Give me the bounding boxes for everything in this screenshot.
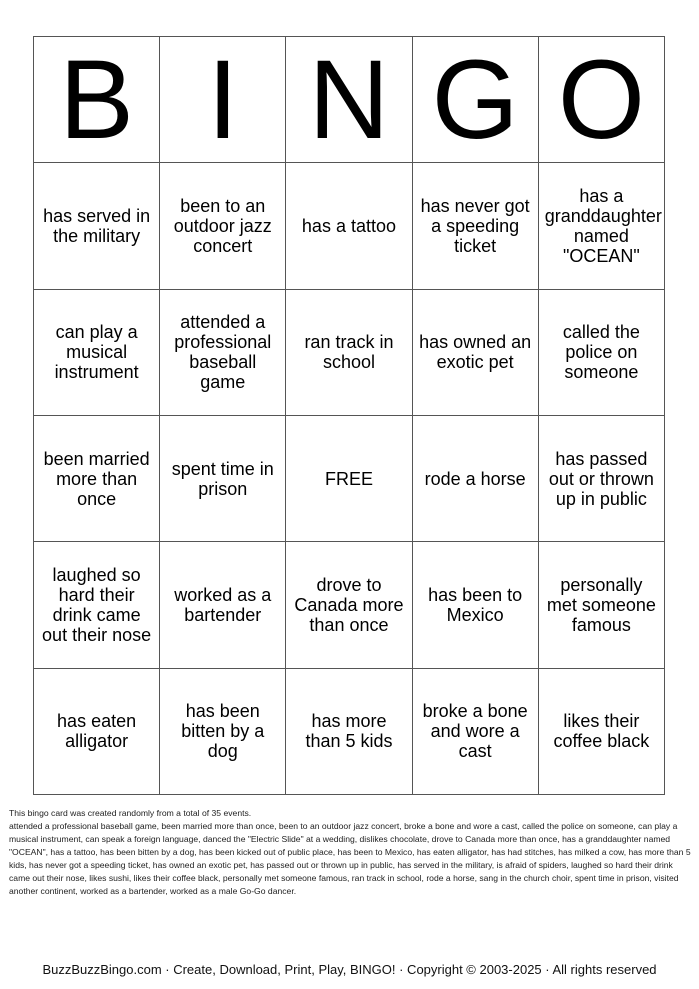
bingo-cell: has been bitten by a dog xyxy=(160,668,286,794)
header-letter-g: G xyxy=(412,37,538,163)
bingo-cell: has been to Mexico xyxy=(412,542,538,668)
bingo-cell: has passed out or thrown up in public xyxy=(538,415,664,541)
header-letter-i: I xyxy=(160,37,286,163)
bingo-cell: has owned an exotic pet xyxy=(412,289,538,415)
bingo-cell: spent time in prison xyxy=(160,415,286,541)
bingo-card xyxy=(33,36,665,795)
bingo-cell: has more than 5 kids xyxy=(286,668,412,794)
bingo-cell: been to an outdoor jazz concert xyxy=(160,163,286,289)
bingo-cell: called the police on someone xyxy=(538,289,664,415)
header-letter-n: N xyxy=(286,37,412,163)
bingo-cell: has a tattoo xyxy=(286,163,412,289)
card-row xyxy=(34,542,665,668)
bingo-cell: can play a musical instrument xyxy=(34,289,160,415)
card-row xyxy=(34,415,665,541)
bingo-cell: personally met someone famous xyxy=(538,542,664,668)
bingo-cell: drove to Canada more than once xyxy=(286,542,412,668)
bingo-cell: has a granddaughter named "OCEAN" xyxy=(538,163,664,289)
footer-copyright: BuzzBuzzBingo.com · Create, Download, Print, Play, BINGO! · Copyright © 2003-2025 · All rights reserved xyxy=(42,962,657,977)
bingo-cell: has served in the military xyxy=(34,163,160,289)
header-letter-o: O xyxy=(538,37,664,163)
bingo-cell: rode a horse xyxy=(412,415,538,541)
info-intro: This bingo card was created randomly from a total of 35 events. xyxy=(9,808,252,818)
header-row xyxy=(34,37,665,163)
bingo-cell: has never got a speeding ticket xyxy=(412,163,538,289)
event-list-info xyxy=(9,807,691,898)
bingo-cell: ran track in school xyxy=(286,289,412,415)
info-events: attended a professional baseball game, been married more than once, been to an outdoor jazz concert, broke a bone and wore a cast, called the police on someone, can play a musical instrument, can speak a foreign language, danced the "Electric Slide" at a wedding, dislikes chocolate, drove to Canada more than once, has a granddaughter named "OCEAN", has a tattoo, has been bitten by a dog, has been kicked out of public place, has been to Mexico, has eaten alligator, has had stitches, has milked a cow, has more than 5 kids, has never got a speeding ticket, has owned an exotic pet, has passed out or thrown up in public, has served in the military, is afraid of spiders, laughed so hard their drink came out their nose, likes sushi, likes their coffee black, personally met someone famous, ran track in school, rode a horse, sang in the church choir, spent time in prison, visited another continent, worked as a bartender, worked as a male Go-Go dancer. xyxy=(9,821,691,896)
free-cell: FREE xyxy=(286,415,412,541)
bingo-cell: been married more than once xyxy=(34,415,160,541)
bingo-cell: worked as a bartender xyxy=(160,542,286,668)
card-row xyxy=(34,289,665,415)
header-letter-b: B xyxy=(34,37,160,163)
card-row xyxy=(34,668,665,794)
bingo-cell: likes their coffee black xyxy=(538,668,664,794)
card-row xyxy=(34,163,665,289)
bingo-cell: attended a professional baseball game xyxy=(160,289,286,415)
bingo-cell: broke a bone and wore a cast xyxy=(412,668,538,794)
bingo-cell: has eaten alligator xyxy=(34,668,160,794)
bingo-cell: laughed so hard their drink came out their nose xyxy=(34,542,160,668)
